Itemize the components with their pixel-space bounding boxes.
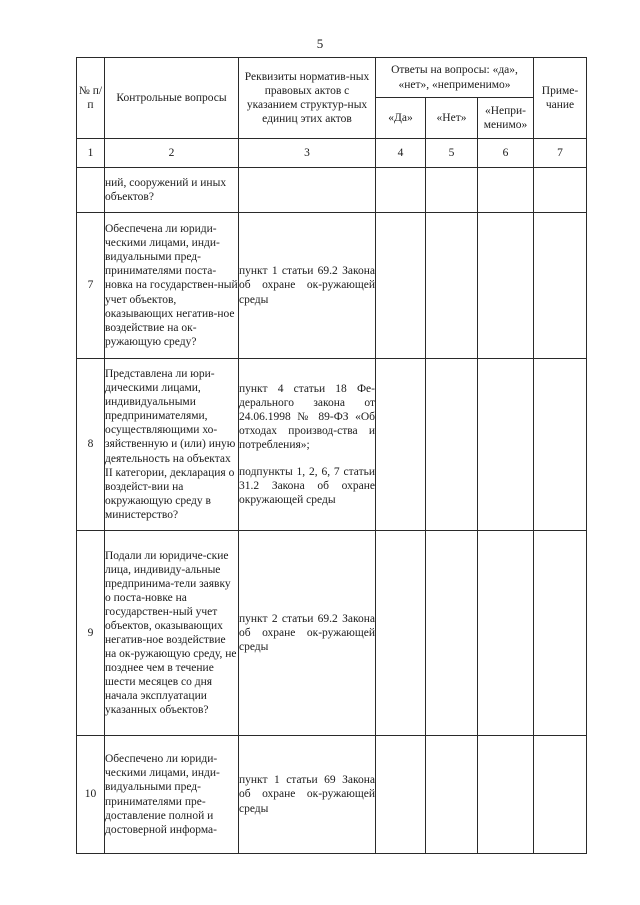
column-number: 7 <box>534 139 587 168</box>
row-number: 7 <box>77 213 105 359</box>
column-number: 1 <box>77 139 105 168</box>
requisite-text: пункт 2 статьи 69.2 Закона об охране ок-ружающей среды <box>239 612 375 653</box>
column-number: 2 <box>105 139 239 168</box>
header-questions: Контрольные вопросы <box>105 58 239 139</box>
requisites-cell <box>239 168 376 213</box>
header-yes: «Да» <box>376 98 426 139</box>
note-cell[interactable] <box>534 531 587 736</box>
column-number: 3 <box>239 139 376 168</box>
answer-yes-cell[interactable] <box>376 531 426 736</box>
page-number: 5 <box>316 36 324 51</box>
answer-na-cell[interactable] <box>478 736 534 854</box>
requisite-text: пункт 1 статьи 69.2 Закона об охране ок-ружающей среды <box>239 265 375 306</box>
answer-na-cell[interactable] <box>478 213 534 359</box>
column-number: 6 <box>478 139 534 168</box>
row-number: 9 <box>77 531 105 736</box>
control-question: Представлена ли юри-дическими лицами, индивидуальными предпринимателями, осуществляющими хо-зяйственную и (или) иную деятельность на объектах II категории, декларация о воздейст-вии на окружающую среду в министерство? <box>105 359 239 531</box>
requisites-cell <box>239 736 376 854</box>
table-row <box>77 531 587 736</box>
header-requisites: Реквизиты норматив-ных правовых актов с указанием структур-ных единиц этих актов <box>239 58 376 139</box>
requisite-text: подпункты 1, 2, 6, 7 статьи 31.2 Закона об охране окружающей среды <box>239 466 375 507</box>
answer-no-cell[interactable] <box>426 168 478 213</box>
control-question: ний, сооружений и иных объектов? <box>105 168 239 213</box>
note-cell[interactable] <box>534 213 587 359</box>
column-number-row <box>77 139 587 168</box>
answer-yes-cell[interactable] <box>376 213 426 359</box>
column-number: 5 <box>426 139 478 168</box>
answer-na-cell[interactable] <box>478 168 534 213</box>
requisites-cell <box>239 213 376 359</box>
answer-no-cell[interactable] <box>426 359 478 531</box>
answer-na-cell[interactable] <box>478 531 534 736</box>
header-not-applicable: «Непри-менимо» <box>478 98 534 139</box>
requisite-text: пункт 1 статьи 69 Закона об охране ок-ружающей среды <box>239 774 375 815</box>
requisites-cell <box>239 531 376 736</box>
note-cell[interactable] <box>534 736 587 854</box>
header-number: № п/п <box>77 58 105 139</box>
answer-no-cell[interactable] <box>426 736 478 854</box>
column-number: 4 <box>376 139 426 168</box>
table-row <box>77 168 587 213</box>
control-question: Подали ли юридиче-ские лица, индивиду-альные предпринима-тели заявку о поста-новке на государствен-ный учет объектов, оказывающих негатив-ное воздействие на ок-ружающую среду, не позднее чем в течение шести месяцев со дня начала эксплуатации указанных объектов? <box>105 531 239 736</box>
inspection-checklist-table <box>76 57 587 854</box>
control-question: Обеспечена ли юриди-ческими лицами, инди-видуальными пред-принимателями поста-новка на государствен-ный учет объектов, оказывающих негатив-ное воздействие на ок-ружающую среду? <box>105 213 239 359</box>
answer-yes-cell[interactable] <box>376 168 426 213</box>
header-answers: Ответы на вопросы: «да», «нет», «неприменимо» <box>376 58 534 98</box>
table-row <box>77 359 587 531</box>
row-number <box>77 168 105 213</box>
answer-no-cell[interactable] <box>426 531 478 736</box>
note-cell[interactable] <box>534 359 587 531</box>
answer-yes-cell[interactable] <box>376 736 426 854</box>
table-row <box>77 213 587 359</box>
control-question: Обеспечено ли юриди-ческими лицами, инди-видуальными пред-принимателями пре-доставление полной и достоверной информа- <box>105 736 239 854</box>
header-note: Приме-чание <box>534 58 587 139</box>
answer-yes-cell[interactable] <box>376 359 426 531</box>
row-number: 8 <box>77 359 105 531</box>
answer-no-cell[interactable] <box>426 213 478 359</box>
requisite-text: пункт 4 статьи 18 Фе-дерального закона от 24.06.1998 № 89-ФЗ «Об отходах производ-ства и потребления»; <box>239 382 375 451</box>
note-cell[interactable] <box>534 168 587 213</box>
requisites-cell <box>239 359 376 531</box>
answer-na-cell[interactable] <box>478 359 534 531</box>
row-number: 10 <box>77 736 105 854</box>
table-row <box>77 736 587 854</box>
header-no: «Нет» <box>426 98 478 139</box>
